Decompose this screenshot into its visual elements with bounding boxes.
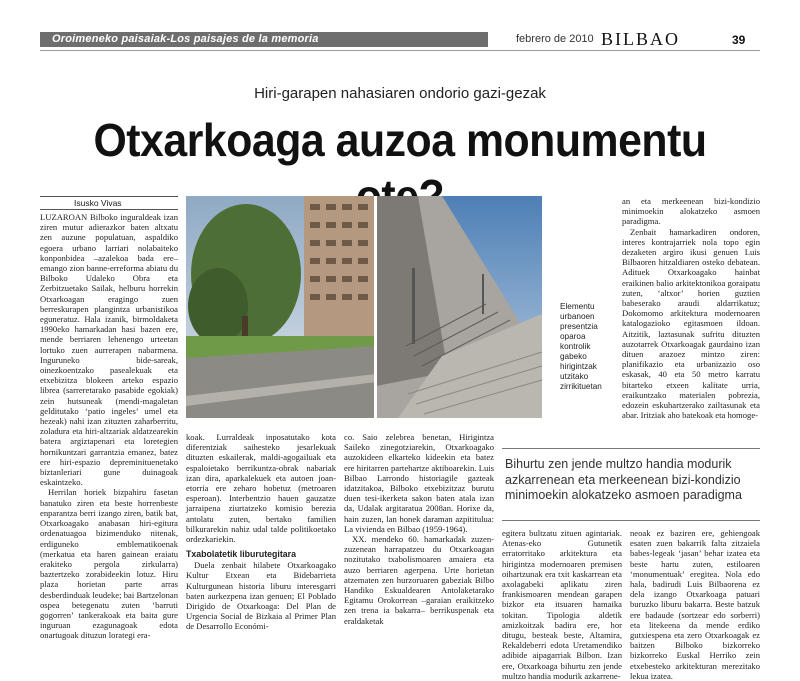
issue-date: febrero de 2010 [516,33,594,45]
column-2-subhead: Txabolatetik liburutegitara [186,549,296,560]
pull-quote: Bihurtu zen jende multzo handia modurik azkarrenean eta merkeenean bizi-kondizio minimoekin alokatzeko asmoen paradigma [505,457,742,502]
column-2-text: koak. Lurraldeak inposatutako kota diferentziak saihesteko jesarlekuak dituzten eskailerak, maldi-agogailuak eta espaloietako berrikuntza-obrak nabariak izan dira, aparkalekuek eta autoen joan-etorria ere zeharo hobetuz (metroaren esperoan). Interbentzio hauen gauzatze jarraipena ziurtatzeko komisio berezia antolatu zuten, bertako familien bilkurarekin nahiz udal talde politikoetako ordezkariekin. [186,432,336,545]
headline: Otxarkoaga auzoa monumentu [93,114,707,166]
page-number: 39 [732,33,746,47]
publication-title: BILBAO [601,29,680,49]
column-6 [630,528,760,681]
column-1-text-b: Herrilan horiek bizpahiru fasetan banatuko ziren eta beste horrenbeste enparantza berri izango ziren, batik bat, Otxarkoagako anabasan hiri-egitura ordenatuagoa bizimenduko nitenak, erdiguneko emblematikoenak (merkatua eta haren gainean eraiatu erakiteko pergola zirkularra) baztertzeko zorabideekin lotuz. Hiru plaza horietan parte arras desberdinduak leudeke; bai Bartzelonan ospea betegenatu zuten ‘barruti gogorren’ tankerakoak eta baita gure inguruan ezagunagoak edota onartugoak dituzun lorategi era- [40,487,178,641]
kicker: Hiri-garapen nahasiaren ondorio gazi-gezak [254,85,546,102]
column-3-text-b: XX. mendeko 60. hamarkadak zuzen-zuzenean harrapatzeu du Otxarkoagan nozitutako txabolismoaren amaiera eta auzo berriaren agerpena. Urte horietan atzematen zen hurzoruaren gabeziak Bilbo Handiko Eskualdearen Antolaketarako Egitamu Orokorrean –garaian eraikitzeko zen trena ia bakarra– berrikuspenak eta eraldaketak [344,534,494,626]
column-5-text-a: an eta merkeenean bizi-kondizio minimoekin alokatzeko asmoen paradigma. [622,196,760,227]
column-5-text-b: Zenbait hamarkadiren ondoren, interes kontrajarriek nola topo egin dezaketen argiro ikusi genuen Luis Bilbaoren hitzaldiaren osteko debatean. Adituek Otxarkoagako hainbat eraikinen balio arkitektonikoa goraipatu zuten, ‘altxor’ horien guztien babeserako araudi aldarrikatuz; Dokomomo arkitektura modernoaren katalogazioko egitasmoen ildoan. Aitzitik, laztasunak sufritu dituzten auzotarrek Otxarkoagak gaurdaino izan dituen arazoez mintzo ziren: planifikazio eta urbanizazio oso eskasak, 40 eta 50 metro karratu bitarteko etxeen kalitate urria, eraikuntzako materialen pobrezia, edozein eskuhartzerako zailtasunak eta abar. Iritziak aho batekoak eta homoge- [622,226,760,421]
photo-illustration [186,196,542,418]
column-2 [186,432,336,664]
author-byline: Isusko Vivas [40,196,178,210]
column-3-text: co. Saio zelebrea benetan, Hirigintza Saileko zinegotziarekin, Otxarkoagako auzokideen elkarteko kideekin eta batez ere hiritarren partehartze aktiboarekin. Luis Bilbao Larrondo historiagile gazteak idatzitakoa, Bilboko etxebizitzaz burutu duen tesi-ikerketa sakon baten atala izan da, Udalak argitaratua 2008an. Horixe da, hain zuzen, lan honek daraman azpititulua: La vivienda en Bilbao (1959-1964). [344,432,494,534]
article-photo [186,196,542,418]
column-1-text: LUZAROAN Bilboko inguraldeak izan ziren mutur adierazkor baten altxatu zen auzune populatuan, aspaldiko egoera urbano larriari nolabaiteko konponbidea –azalekoa bada ere– emango zion banne-erreforma abiatu du Bilboko Udaleko Obra eta Zerbitzuetako Sailak, helburu horrekin Otxarkoagan eragingo zuen berreskurapen plangintza urbanistikoa eguneratuz. Hala izanik, birmoldaketa 1990eko hamarkadan hasi bazen ere, mende berriaren lehenengo urteetan lortuko zuen aurrerapen nabarmena. Inguruneko bide-sareak, oinezkoentzako pasealekuak eta etxebizitza blokeen arteko espazio librea (sarreretarako pasabide egokiak) zein hutsuneak (mendi-magaletan gelditutako ‘patio ingeles’ umel eta hezeak) nahi izan zituzten zaharberritu, zoladura eta hiri-altzariak aldatzearekin batera argiztapenari eta loretegien hornikuntzari garrantzia emanez, batez ere hiri-espazio depreminituenetako biztanleriari gune duinagoak eskaintzeko. [40,212,178,488]
column-5 [622,196,760,444]
pullquote-rule-top [502,448,760,449]
header-rule [40,50,760,51]
pullquote-rule-bottom [502,520,760,521]
photo-caption: Elementu urbanoen presentzia oparoa kontrolik gabeko hirigintzak utzitako zirrikituetan [560,302,602,391]
column-1 [40,212,178,662]
column-6-text: neoak ez baziren ere, gehiengoak esaten zuen bakarrik falta zitzaiela babes-legeak ‘jasan’ behar izatea eta beste hartu zuten, estiloaren ‘monumentuak’ eregitea. Nola edo hala, badirudi Luis Bilbaorena ez dela izango Otxarkoaga patuari buruzko liburu bakarra. Beste batzuk ere badaude (sortzear edo sorberri) eta litekeena da mende erdiko gutxiespena eta zero Otxarkoagak ez baitzen Bilboko bizkorreko bizkorreko Euskal Herriko zein etxebesteko arkitekturan merezitako lekua izatea. [630,528,760,681]
column-4-text: egitera bultzatu zituen agintariak. Atenas-eko Gutunetik erratorritako arkitektura eta hirigintza modernoaren premisen oihartzunak era txit kaskarrean eta axolagabeki aplikatu ziren frankismoaren mendean garapen bizkor eta itsuaren hamaika tokitan. Tipologia aldetik amizkoitzak badira ere, hor ditugu, besteak beste, Altamira, Rekaldeberri edota Uretamendiko adibide aipagarriak Bilbon. Izan ere, Otxarkoaga bihurtu zen jende multzo handia modurik azkarrene- [502,528,622,681]
column-2-text-b: Duela zenbait hilabete Otxarkoagako Kultur Etxean eta Bidebarrieta Kulturgunean historia liburu interesgarri baten aurkezpena izan genuen; El Poblado Dirigido de Otxarkoaga: Del Plan de Urgencia Social de Bizkaia al Primer Plan de Desarrollo Económi- [186,560,336,632]
column-3 [344,432,494,664]
section-bar: Oroimeneko paisaiak-Los paisajes de la memoria [40,32,488,47]
column-4 [502,528,622,681]
